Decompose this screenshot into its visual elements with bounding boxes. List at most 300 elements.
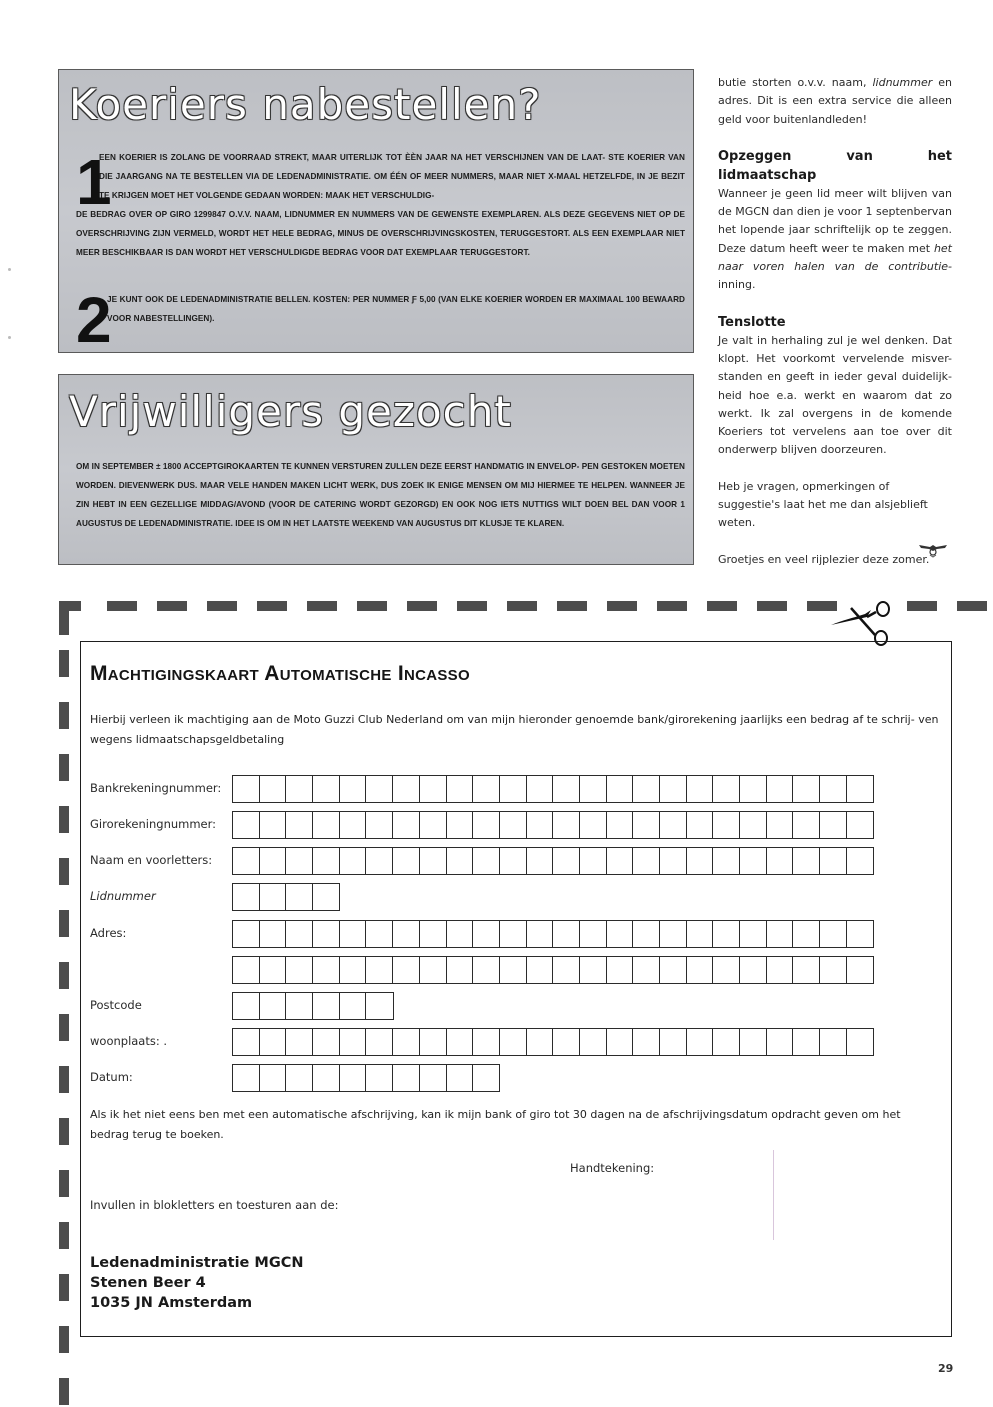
character-input[interactable] — [793, 1029, 819, 1055]
character-box-row — [232, 847, 874, 875]
form-intro: Hierbij verleen ik machtiging aan de Moto Guzzi Club Nederland om van mijn hieronder genoemde bank/girorekening jaarlijks een bedrag af te schrij- ven wegens lidmaatschapsgeldbetaling — [90, 713, 939, 746]
character-box — [819, 811, 847, 839]
character-input[interactable] — [313, 1065, 339, 1091]
character-box — [392, 775, 420, 803]
intro-text-b: en adres. Dit is een extra service die alleen geld voor buitenlandleden! — [718, 76, 952, 126]
character-input[interactable] — [447, 957, 473, 983]
character-input[interactable] — [420, 812, 446, 838]
character-box — [232, 992, 260, 1020]
character-box — [739, 847, 767, 875]
koeriers-section — [58, 69, 694, 356]
character-box — [606, 920, 634, 948]
signature-area[interactable] — [773, 1150, 774, 1240]
cut-line-dash — [59, 1378, 69, 1405]
character-box — [285, 920, 313, 948]
character-input[interactable] — [767, 1029, 793, 1055]
character-input[interactable] — [233, 1029, 259, 1055]
character-input[interactable] — [260, 884, 286, 910]
character-input[interactable] — [366, 957, 392, 983]
character-input[interactable] — [660, 812, 686, 838]
character-box — [499, 847, 527, 875]
character-input[interactable] — [580, 848, 606, 874]
character-box — [766, 775, 794, 803]
character-box — [846, 920, 874, 948]
character-input[interactable] — [713, 776, 739, 802]
character-input[interactable] — [366, 848, 392, 874]
character-box — [526, 775, 554, 803]
character-input[interactable] — [286, 884, 312, 910]
character-input[interactable] — [393, 957, 419, 983]
character-box — [739, 775, 767, 803]
character-input[interactable] — [366, 1065, 392, 1091]
address-line: Stenen Beer 4 — [90, 1275, 206, 1291]
character-box — [392, 1064, 420, 1092]
character-input[interactable] — [233, 921, 259, 947]
character-input[interactable] — [767, 776, 793, 802]
character-box — [552, 847, 580, 875]
character-input[interactable] — [447, 1029, 473, 1055]
character-input[interactable] — [847, 776, 873, 802]
character-input[interactable] — [793, 812, 819, 838]
cut-line-dash — [357, 601, 387, 611]
field-label: Lidnummer — [90, 889, 156, 903]
character-input[interactable] — [527, 812, 553, 838]
character-box — [526, 811, 554, 839]
character-input[interactable] — [447, 1065, 473, 1091]
character-input[interactable] — [366, 1029, 392, 1055]
cut-line-dash — [907, 601, 937, 611]
character-input[interactable] — [793, 957, 819, 983]
character-input[interactable] — [633, 848, 659, 874]
character-input[interactable] — [473, 812, 499, 838]
character-box — [686, 847, 714, 875]
character-input[interactable] — [713, 848, 739, 874]
character-input[interactable] — [847, 1029, 873, 1055]
character-box — [712, 956, 740, 984]
character-box — [339, 847, 367, 875]
character-input[interactable] — [473, 776, 499, 802]
character-input[interactable] — [340, 776, 366, 802]
character-input[interactable] — [500, 848, 526, 874]
character-box — [312, 956, 340, 984]
character-input[interactable] — [313, 812, 339, 838]
character-input[interactable] — [607, 848, 633, 874]
character-input[interactable] — [340, 993, 366, 1019]
character-input[interactable] — [820, 848, 846, 874]
character-input[interactable] — [420, 957, 446, 983]
character-box — [552, 956, 580, 984]
mailing-address — [90, 1253, 304, 1313]
character-input[interactable] — [767, 921, 793, 947]
character-input[interactable] — [260, 1029, 286, 1055]
character-input[interactable] — [553, 848, 579, 874]
character-input[interactable] — [473, 1029, 499, 1055]
character-input[interactable] — [580, 1029, 606, 1055]
character-input[interactable] — [527, 957, 553, 983]
character-box — [819, 847, 847, 875]
character-input[interactable] — [233, 957, 259, 983]
cut-line-dash — [657, 601, 687, 611]
character-input[interactable] — [553, 776, 579, 802]
character-box-row — [232, 1064, 500, 1092]
character-input[interactable] — [393, 812, 419, 838]
intro-italic: lidnummer — [872, 76, 933, 89]
character-box — [712, 1028, 740, 1056]
character-input[interactable] — [366, 776, 392, 802]
character-input[interactable] — [313, 848, 339, 874]
questions-paragraph: Heb je vragen, opmerkingen of suggestie's laat het me dan alsjeblieft weten. — [718, 479, 928, 530]
character-input[interactable] — [286, 1065, 312, 1091]
character-input[interactable] — [473, 921, 499, 947]
cut-line-dash — [307, 601, 337, 611]
character-box — [259, 811, 287, 839]
character-box — [792, 811, 820, 839]
character-box — [312, 920, 340, 948]
character-box — [472, 775, 500, 803]
character-box — [285, 1028, 313, 1056]
character-input[interactable] — [447, 812, 473, 838]
character-box — [419, 956, 447, 984]
opzeggen-text-a: Wanneer je geen lid meer wilt blijven van de MGCN dan dien je voor 1 septenbervan het lopende jaar schriftelijk op te zeggen. Deze datum heeft weer te maken met — [718, 186, 952, 255]
character-input[interactable] — [580, 921, 606, 947]
character-box — [285, 775, 313, 803]
character-input[interactable] — [233, 1065, 259, 1091]
character-box — [339, 920, 367, 948]
character-input[interactable] — [260, 848, 286, 874]
character-input[interactable] — [366, 812, 392, 838]
character-input[interactable] — [687, 921, 713, 947]
character-box — [579, 956, 607, 984]
character-input[interactable] — [500, 812, 526, 838]
character-input[interactable] — [313, 993, 339, 1019]
character-input[interactable] — [553, 812, 579, 838]
character-box — [526, 920, 554, 948]
character-input[interactable] — [740, 776, 766, 802]
character-input[interactable] — [580, 812, 606, 838]
character-input[interactable] — [393, 1065, 419, 1091]
character-box — [552, 775, 580, 803]
character-input[interactable] — [633, 812, 659, 838]
character-input[interactable] — [500, 776, 526, 802]
character-input[interactable] — [607, 921, 633, 947]
character-input[interactable] — [633, 921, 659, 947]
character-input[interactable] — [660, 1029, 686, 1055]
character-input[interactable] — [553, 921, 579, 947]
character-input[interactable] — [340, 921, 366, 947]
character-input[interactable] — [500, 921, 526, 947]
character-box — [659, 1028, 687, 1056]
character-input[interactable] — [473, 848, 499, 874]
character-box — [552, 1028, 580, 1056]
character-input[interactable] — [660, 957, 686, 983]
character-box — [526, 1028, 554, 1056]
character-input[interactable] — [286, 957, 312, 983]
item2-text: JE KUNT OOK DE LEDENADMINISTRATIE BELLEN. KOSTEN: PER NUMMER Ƒ 5,00 (VAN ELKE KOERIER WORDEN ER MAXIMAAL 100 BEWAARD VOOR NABESTELLINGEN). — [107, 295, 685, 323]
character-input[interactable] — [447, 776, 473, 802]
character-input[interactable] — [847, 921, 873, 947]
character-input[interactable] — [820, 776, 846, 802]
character-input[interactable] — [260, 776, 286, 802]
character-input[interactable] — [313, 921, 339, 947]
character-box — [365, 847, 393, 875]
cut-line-dash — [757, 601, 787, 611]
character-input[interactable] — [687, 848, 713, 874]
character-input[interactable] — [767, 848, 793, 874]
character-box — [365, 992, 393, 1020]
character-box — [686, 775, 714, 803]
character-input[interactable] — [713, 921, 739, 947]
character-box — [686, 1028, 714, 1056]
character-input[interactable] — [607, 812, 633, 838]
character-box — [259, 1028, 287, 1056]
character-box — [686, 811, 714, 839]
character-input[interactable] — [527, 921, 553, 947]
character-input[interactable] — [286, 1029, 312, 1055]
cut-line-dash — [59, 650, 69, 677]
character-box-row — [232, 920, 874, 948]
character-input[interactable] — [660, 921, 686, 947]
cut-line-dash — [59, 1066, 69, 1093]
character-box — [632, 775, 660, 803]
cut-line-dash — [157, 601, 187, 611]
character-box — [552, 920, 580, 948]
character-input[interactable] — [820, 812, 846, 838]
character-input[interactable] — [633, 957, 659, 983]
cut-line-dash — [59, 1170, 69, 1197]
character-box — [659, 956, 687, 984]
character-box — [712, 920, 740, 948]
character-input[interactable] — [580, 776, 606, 802]
character-box — [792, 1028, 820, 1056]
character-box — [606, 811, 634, 839]
character-box — [259, 775, 287, 803]
character-input[interactable] — [447, 921, 473, 947]
character-box-row — [232, 992, 394, 1020]
character-box — [739, 1028, 767, 1056]
character-input[interactable] — [660, 776, 686, 802]
item-number-2: 2 — [76, 284, 112, 356]
character-input[interactable] — [740, 812, 766, 838]
character-input[interactable] — [286, 812, 312, 838]
character-box — [472, 847, 500, 875]
scan-speck — [8, 268, 11, 271]
cut-line-dash — [407, 601, 437, 611]
character-box — [285, 811, 313, 839]
cut-line-dash — [257, 601, 287, 611]
item1-text-b: DE BEDRAG OVER OP GIRO 1299847 O.V.V. NAAM, LIDNUMMER EN NUMMERS VAN DE GEWENSTE EXEMPLAREN. ALS DEZE GEGEVENS NIET OP DE OVERSCHRIJVING ZIJN VERMELD, WORDT HET HELE BEDRAG, MINUS DE OVERSCHRIJVINGSKOSTEN, TERUGGESTORT. ALS EEN EXEMPLAAR NIET MEER BESCHIKBAAR IS DAN WORDT HET VERSCHULDIGDE BEDRAG VOOR DAT EXEMPLAAR TERUGGESTORT. — [76, 210, 685, 257]
character-input[interactable] — [393, 848, 419, 874]
character-box — [419, 1028, 447, 1056]
character-box — [312, 811, 340, 839]
character-box — [766, 920, 794, 948]
character-input[interactable] — [340, 848, 366, 874]
character-box — [472, 920, 500, 948]
character-input[interactable] — [580, 957, 606, 983]
fill-instruction: Invullen in blokletters en toesturen aan de: — [90, 1198, 339, 1212]
character-input[interactable] — [447, 848, 473, 874]
character-input[interactable] — [607, 957, 633, 983]
character-input[interactable] — [500, 1029, 526, 1055]
character-input[interactable] — [393, 921, 419, 947]
character-input[interactable] — [687, 957, 713, 983]
opzeggen-heading: Opzeggen van het lidmaatschap — [718, 148, 952, 183]
character-input[interactable] — [420, 1065, 446, 1091]
character-box — [552, 811, 580, 839]
cut-line-dash — [707, 601, 737, 611]
character-input[interactable] — [820, 957, 846, 983]
character-box — [579, 847, 607, 875]
character-box — [739, 956, 767, 984]
character-box — [365, 956, 393, 984]
character-box — [339, 992, 367, 1020]
character-input[interactable] — [793, 848, 819, 874]
character-box — [259, 847, 287, 875]
address-line: Ledenadministratie MGCN — [90, 1255, 304, 1271]
right-column — [718, 74, 952, 569]
character-input[interactable] — [553, 1029, 579, 1055]
character-input[interactable] — [313, 1029, 339, 1055]
character-input[interactable] — [313, 776, 339, 802]
character-input[interactable] — [233, 884, 259, 910]
character-box — [285, 1064, 313, 1092]
character-input[interactable] — [393, 776, 419, 802]
character-input[interactable] — [313, 884, 339, 910]
cut-line-dash — [457, 601, 487, 611]
character-box — [365, 1064, 393, 1092]
character-input[interactable] — [527, 1029, 553, 1055]
field-label: Naam en voorletters: — [90, 853, 213, 867]
character-input[interactable] — [366, 921, 392, 947]
character-input[interactable] — [420, 921, 446, 947]
character-box — [365, 775, 393, 803]
character-input[interactable] — [607, 1029, 633, 1055]
character-input[interactable] — [286, 921, 312, 947]
character-box — [846, 956, 874, 984]
character-input[interactable] — [286, 993, 312, 1019]
character-box — [792, 775, 820, 803]
character-input[interactable] — [607, 776, 633, 802]
character-box — [312, 1028, 340, 1056]
character-input[interactable] — [286, 848, 312, 874]
character-input[interactable] — [687, 1029, 713, 1055]
character-box — [499, 956, 527, 984]
character-input[interactable] — [366, 993, 392, 1019]
character-input[interactable] — [793, 776, 819, 802]
character-input[interactable] — [340, 1065, 366, 1091]
character-input[interactable] — [260, 993, 286, 1019]
character-box — [419, 811, 447, 839]
character-box — [712, 811, 740, 839]
character-box — [499, 1028, 527, 1056]
character-input[interactable] — [260, 921, 286, 947]
character-input[interactable] — [527, 848, 553, 874]
character-input[interactable] — [260, 957, 286, 983]
character-input[interactable] — [740, 921, 766, 947]
character-box — [739, 811, 767, 839]
character-input[interactable] — [713, 812, 739, 838]
character-input[interactable] — [633, 776, 659, 802]
character-input[interactable] — [286, 776, 312, 802]
cut-line-dash — [807, 601, 837, 611]
character-input[interactable] — [233, 776, 259, 802]
character-input[interactable] — [793, 921, 819, 947]
character-input[interactable] — [233, 812, 259, 838]
character-input[interactable] — [260, 812, 286, 838]
character-input[interactable] — [553, 957, 579, 983]
character-input[interactable] — [473, 1065, 499, 1091]
character-input[interactable] — [847, 848, 873, 874]
character-input[interactable] — [820, 921, 846, 947]
character-box — [632, 847, 660, 875]
character-input[interactable] — [713, 957, 739, 983]
character-box — [419, 775, 447, 803]
intro-paragraph — [718, 74, 952, 129]
character-input[interactable] — [767, 812, 793, 838]
character-box — [232, 811, 260, 839]
character-input[interactable] — [687, 776, 713, 802]
character-input[interactable] — [233, 993, 259, 1019]
character-input[interactable] — [740, 1029, 766, 1055]
character-box — [846, 775, 874, 803]
character-box — [365, 811, 393, 839]
character-input[interactable] — [740, 848, 766, 874]
character-input[interactable] — [713, 1029, 739, 1055]
character-input[interactable] — [420, 1029, 446, 1055]
character-input[interactable] — [527, 776, 553, 802]
character-box — [579, 920, 607, 948]
character-box — [446, 811, 474, 839]
character-input[interactable] — [393, 1029, 419, 1055]
character-box — [792, 920, 820, 948]
character-input[interactable] — [340, 1029, 366, 1055]
character-box — [632, 811, 660, 839]
address-line: 1035 JN Amsterdam — [90, 1295, 253, 1311]
character-input[interactable] — [340, 812, 366, 838]
character-input[interactable] — [233, 848, 259, 874]
character-box — [232, 920, 260, 948]
cut-line-dash — [957, 601, 987, 611]
character-box — [446, 1064, 474, 1092]
cut-line-dash — [59, 1326, 69, 1353]
character-input[interactable] — [420, 848, 446, 874]
character-input[interactable] — [767, 957, 793, 983]
character-input[interactable] — [847, 812, 873, 838]
tenslotte-heading: Tenslotte — [718, 314, 786, 330]
opzeggen-paragraph — [718, 185, 952, 295]
character-input[interactable] — [500, 957, 526, 983]
character-input[interactable] — [660, 848, 686, 874]
character-input[interactable] — [260, 1065, 286, 1091]
character-input[interactable] — [313, 957, 339, 983]
character-box — [526, 956, 554, 984]
character-input[interactable] — [740, 957, 766, 983]
character-input[interactable] — [687, 812, 713, 838]
vrijwilligers-section — [58, 374, 694, 565]
character-input[interactable] — [820, 1029, 846, 1055]
character-input[interactable] — [847, 957, 873, 983]
cut-line-dash — [59, 806, 69, 833]
koeriers-title: Koeriers nabestellen? — [69, 80, 542, 129]
character-input[interactable] — [340, 957, 366, 983]
character-box — [392, 811, 420, 839]
scan-speck — [8, 336, 11, 339]
character-box — [312, 883, 340, 911]
character-input[interactable] — [633, 1029, 659, 1055]
field-label: Adres: — [90, 926, 127, 940]
opzeggen-text-italic: het naar voren halen van de contributie- — [718, 241, 952, 274]
character-input[interactable] — [473, 957, 499, 983]
character-input[interactable] — [420, 776, 446, 802]
